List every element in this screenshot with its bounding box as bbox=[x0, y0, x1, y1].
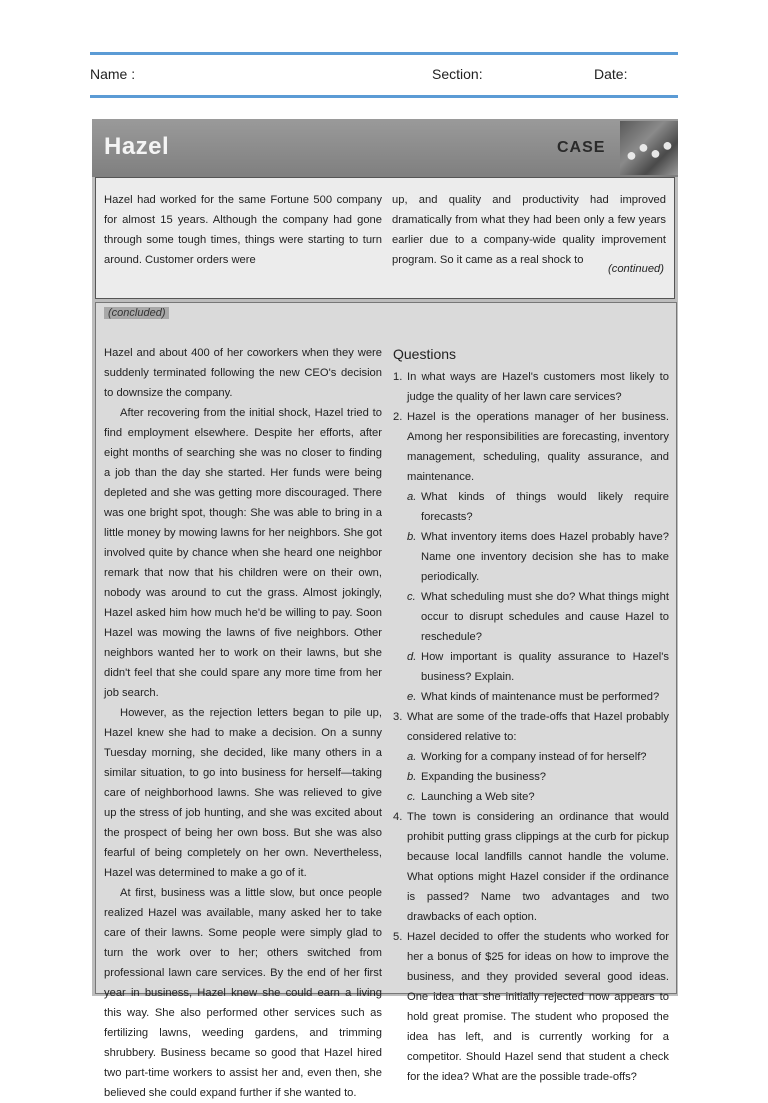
questions-section bbox=[393, 343, 669, 1087]
question-2d: d. How important is quality assurance to Hazel's business? Explain. bbox=[407, 651, 669, 683]
question-3a: a. Working for a company instead of for herself? bbox=[407, 751, 647, 763]
scanned-case-page bbox=[92, 119, 678, 1099]
question-4: 4. The town is considering an ordinance that would prohibit putting grass clippings at the curb for pickup because local landfills cannot handle the volume. What options might Hazel consider if the ordinance is passed? Name two advantages and two drawbacks of each option. bbox=[393, 811, 669, 923]
question-2c: c. What scheduling must she do? What things might occur to disrupt schedules and cause Hazel to reschedule? bbox=[407, 591, 669, 643]
case-narrative bbox=[104, 343, 382, 1103]
people-illustration-icon: ● ● ● ● bbox=[620, 121, 678, 175]
narrative-paragraph: At first, business was a little slow, but once people realized Hazel was available, many asked her to take care of their lawns. Some people were simply glad to turn the work over to her; others switched from professional lawn care services. By the end of her first year in business, Hazel knew she could earn a living this way. She also performed other services such as fertilizing lawns, weeding gardens, and trimming shrubbery. Business became so good that Hazel hired two part-time workers to assist her and, even then, she believed she could expand further if she wanted to. bbox=[104, 887, 382, 1099]
case-title-bar bbox=[92, 119, 678, 177]
case-main-box bbox=[95, 302, 677, 1099]
question-2b: b. What inventory items does Hazel probably have? Name one inventory decision she has to make periodically. bbox=[407, 531, 669, 583]
question-2a: a. What kinds of things would likely require forecasts? bbox=[407, 491, 669, 523]
question-1: 1. In what ways are Hazel's customers most likely to judge the quality of her lawn care services? bbox=[393, 371, 669, 403]
continued-label: (continued) bbox=[608, 263, 664, 275]
question-2: 2. Hazel is the operations manager of her business. Among her responsibilities are forecasting, inventory management, scheduling, quality assurance, and maintenance. bbox=[393, 411, 669, 483]
concluded-label: (concluded) bbox=[104, 307, 169, 319]
narrative-paragraph: After recovering from the initial shock, Hazel tried to find employment elsewhere. Despite her efforts, after eight months of searching she was no closer to finding a job than the day she started. Her funds were being depleted and she was getting more discouraged. There was one bright spot, though: She was able to bring in a little money by mowing lawns for her neighbors. She got involved quite by chance when she heard one neighbor remark that now that his children were on their own, nobody was around to cut the grass. Almost jokingly, Hazel asked him how much he'd be willing to pay. Soon Hazel was mowing the lawns of five neighbors. Other neighbors wanted her to work on their lawns, but she didn't feel that she could spare any more time from her job search. bbox=[104, 407, 382, 699]
question-3: 3. What are some of the trade-offs that Hazel probably considered relative to: bbox=[393, 711, 669, 743]
intro-left-column: Hazel had worked for the same Fortune 500 company for almost 15 years. Although the company had gone through some tough times, things were starting to turn around. Customer orders were bbox=[104, 194, 382, 266]
question-3b: b. Expanding the business? bbox=[407, 771, 547, 783]
narrative-paragraph: However, as the rejection letters began to pile up, Hazel knew she had to make a decision. On a sunny Tuesday morning, she decided, like many others in a similar situation, to go into business for herself—taking care of neighborhood lawns. She was relieved to give up the stress of job hunting, and she was excited about the prospect of being her own boss. But she was also fearful of being completely on her own. Nevertheless, Hazel was determined to make a go of it. bbox=[104, 707, 382, 879]
section-label: Section: bbox=[432, 66, 483, 82]
question-5: 5. Hazel decided to offer the students who worked for her a bonus of $25 for ideas on how to improve the business, and they provided several good ideas. One idea that she initially rejected now appears to hold great promise. The student who proposed the idea has left, and is currently working for a competitor. Should Hazel send that student a check for the idea? What are the possible trade-offs? bbox=[393, 931, 669, 1083]
top-rule bbox=[90, 52, 678, 55]
intro-right-column: up, and quality and productivity had improved dramatically from what they had been only a few years earlier due to a company-wide quality improvement program. So it came as a real shock to bbox=[392, 194, 666, 266]
case-badge: CASE bbox=[557, 139, 606, 156]
question-2e: e. What kinds of maintenance must be performed? bbox=[407, 691, 660, 703]
name-label: Name : bbox=[90, 66, 136, 82]
date-label: Date: bbox=[594, 66, 628, 82]
case-title: Hazel bbox=[104, 133, 170, 160]
bottom-rule bbox=[90, 95, 678, 98]
questions-heading: Questions bbox=[393, 346, 457, 362]
case-intro-box bbox=[95, 177, 675, 299]
narrative-paragraph: Hazel and about 400 of her coworkers when they were suddenly terminated following the new CEO's decision to downsize the company. bbox=[104, 347, 382, 399]
question-3c: c. Launching a Web site? bbox=[407, 791, 535, 803]
